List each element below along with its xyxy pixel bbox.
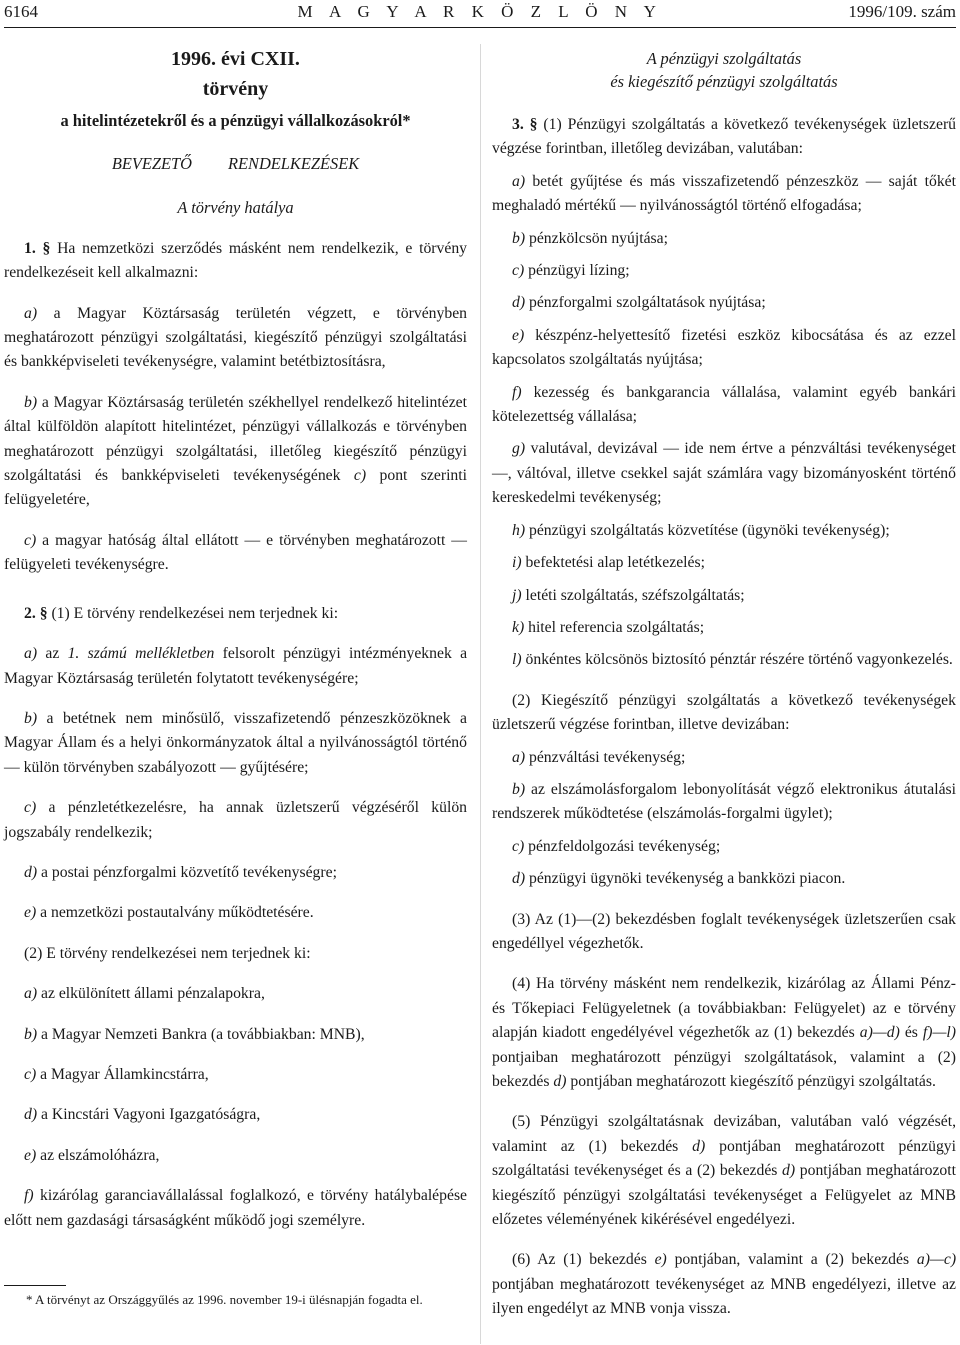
section-3-2-point-a	[492, 746, 956, 770]
section-3-paragraph-6	[492, 1248, 956, 1321]
section-3-point-d	[492, 291, 956, 315]
section-3-point-i	[492, 551, 956, 575]
point-text: a betétnek nem minősülő, visszafizetendő pénzeszközöknek a Magyar Állam és a helyi önkormányzatok által a nyilvánosságtól történő — külön törvényben szabályozott — gyűjtésére;	[4, 709, 468, 776]
paragraph-text: (5) Pénzügyi szolgáltatásnak devizában, valutában való végzését, valamint az (1) bekezdés	[492, 1113, 956, 1155]
section-3-text: (1) Pénzügyi szolgáltatás a következő tevékenységek üzletszerű végzése forintban, illetőleg devizában, valutában:	[492, 116, 957, 158]
section-2-text: (1) E törvény rendelkezései nem terjednek ki:	[51, 604, 339, 622]
section-2-point-d	[4, 861, 467, 885]
point-text: pénzforgalmi szolgáltatások nyújtása;	[529, 294, 766, 312]
point-text: a nemzetközi postautalvány működtetésére.	[40, 904, 314, 922]
point-reference: e)	[654, 1251, 667, 1269]
law-type: törvény	[202, 78, 269, 100]
point-label: c)	[512, 262, 525, 280]
point-label: d)	[512, 870, 526, 888]
section-2-2-point-c	[4, 1063, 467, 1087]
right-column	[492, 47, 956, 1322]
point-label: g)	[512, 440, 526, 458]
section-2-2-point-f	[4, 1184, 467, 1233]
section-3-point-k	[492, 616, 956, 640]
section-3-paragraph-3: (3) Az (1)—(2) bekezdésben foglalt tevékenységek üzletszerűen csak engedéllyel végezhetők.	[492, 910, 956, 952]
point-label: l)	[512, 651, 522, 669]
point-text: az elszámolásforgalom lebonyolítását végző elektronikus átutalási rendszerek működtetése (elszámolás-forgalmi ügylet);	[492, 780, 956, 823]
section-1-point-b	[4, 391, 467, 513]
paragraph-text: pontjában meghatározott kiegészítő pénzügyi szolgáltatási tevékenységet a Felügyelet az MNB előzetes véleményének kikérésével engedélyezi.	[492, 1162, 956, 1229]
point-text: az elszámolóházra,	[40, 1146, 160, 1164]
point-label: e)	[512, 326, 525, 344]
point-reference: c)	[353, 467, 367, 485]
point-text: az elkülönített állami pénzalapokra,	[41, 985, 265, 1003]
point-text: a Kincstári Vagyoni Igazgatóságra,	[41, 1106, 261, 1124]
section-3-point-c	[492, 259, 956, 283]
section-3-point-j	[492, 584, 956, 608]
point-text: a postai pénzforgalmi közvetítő tevékenységre;	[41, 863, 337, 881]
point-text: betét gyűjtése és más visszafizetendő pénzeszköz — saját tőkét meghaladó mértékű — nyilvánosságtól történő elfogadása;	[492, 172, 957, 215]
point-label: d)	[512, 294, 526, 312]
journal-title: M A G Y A R K Ö Z L Ö N Y	[297, 2, 663, 21]
point-label: b)	[24, 393, 38, 411]
section-2-point-a	[4, 642, 467, 691]
part-heading-b: RENDELKEZÉSEK	[228, 154, 360, 173]
paragraph-text: pontjában meghatározott kiegészítő pénzügyi szolgáltatás.	[570, 1073, 936, 1090]
point-label: d)	[24, 1106, 38, 1124]
paragraph-text: (4) Ha törvény másként nem rendelkezik, kizárólag az Állami Pénz- és Tőkepiaci Felügyeletnek (a továbbiakban: Felügyelet) az e törvény alapján kiadott engedélyével végezhetők az (1) bekezdés	[492, 975, 956, 1042]
section-3-point-a	[492, 170, 956, 219]
section-2-2-point-b	[4, 1023, 467, 1047]
point-text: hitel referencia szolgáltatás;	[528, 618, 705, 636]
part-heading-a: BEVEZETŐ	[111, 154, 192, 173]
point-text: a Magyar Köztársaság területén végzett, e törvényben meghatározott pénzügyi szolgáltatási, kiegészítő pénzügyi szolgáltatási és bankképviseleti tevékenységre, valamint betétbiztosításra,	[4, 304, 467, 371]
point-label: b)	[24, 1025, 38, 1043]
point-text: a pénzletétkezelésre, ha annak üzletszerű végzéséről külön jogszabály rendelkezik;	[4, 799, 468, 841]
point-label: b)	[24, 709, 38, 727]
point-label: c)	[24, 799, 37, 817]
paragraph-text: pontjában meghatározott pénzügyi szolgáltatási tevékenységet és a (2) bekezdés	[492, 1137, 956, 1180]
point-text: önkéntes kölcsönös biztosító pénztár részére történő vagyonkezelés.	[525, 651, 953, 669]
page-number: 6164	[4, 2, 38, 21]
section-3	[492, 113, 956, 162]
section-1-text: Ha nemzetközi szerződés másként nem rendelkezik, e törvény rendelkezéseit kell alkalmazni:	[4, 239, 468, 282]
paragraph-text: pontjában meghatározott tevékenységet az MNB engedélyezi, illetve az ilyen engedélyt az MNB vonja vissza.	[492, 1275, 956, 1318]
point-label: a)	[24, 645, 38, 663]
point-reference: d)	[553, 1073, 567, 1090]
section-3-point-f	[492, 381, 956, 430]
section-3-2-point-b	[492, 778, 956, 827]
section-2-paragraph-2: (2) E törvény rendelkezései nem terjednek ki:	[24, 944, 311, 962]
part-heading	[4, 152, 467, 176]
section-3-point-b	[492, 227, 956, 251]
point-text: kezesség és bankgarancia vállalása, valamint egyéb bankári kötelezettség vállalása;	[492, 383, 956, 426]
section-2-point-b	[4, 707, 467, 780]
law-number: 1996. évi CXII.	[171, 48, 300, 70]
section-heading	[492, 47, 956, 93]
point-label: a)	[24, 985, 38, 1003]
section-2	[4, 602, 467, 626]
column-divider	[480, 44, 481, 1344]
point-label: d)	[24, 863, 38, 881]
point-label: h)	[512, 521, 526, 539]
section-1-number: 1. §	[24, 239, 51, 257]
point-label: a)	[512, 748, 526, 766]
point-text: pénzfeldolgozási tevékenység;	[528, 837, 721, 855]
point-text: valutával, devizával — ide nem értve a pénzváltási tevékenységet —, váltóval, illetve csekkel saját számlára vagy bizományosként történő kereskedelmi tevékenység;	[492, 440, 957, 507]
point-reference: a)—c)	[916, 1251, 957, 1269]
section-2-point-c	[4, 796, 467, 845]
point-label: e)	[24, 904, 37, 922]
point-label: c)	[24, 1065, 37, 1083]
point-text: a Magyar Államkincstárra,	[40, 1065, 209, 1083]
point-text: a Magyar Köztársaság területén székhellyel rendelkező hitelintézet által külföldön alapított hitelintézet, pénzügyi vállalkozás e törvényben meghatározott pénzügyi szolgáltatási, illetőleg kiegészítő pénzügyi szolgáltatási és bankképviseleti tevékenységének	[4, 393, 467, 485]
issue-number: 1996/109. szám	[848, 2, 956, 21]
section-1-point-a	[4, 302, 467, 375]
section-3-paragraph-5	[492, 1110, 956, 1232]
point-label: b)	[512, 229, 526, 247]
annex-reference: 1. számú mellékletben	[67, 645, 215, 663]
header-rule	[4, 27, 956, 28]
point-text: felsorolt pénzügyi intézményeknek a Magyar Köztársaság területén folytatott tevékenységére;	[4, 645, 468, 687]
section-3-number: 3. §	[512, 116, 538, 133]
point-label: a)	[512, 172, 526, 190]
point-text: a Magyar Nemzeti Bankra (a továbbiakban: MNB),	[41, 1025, 365, 1043]
point-label: a)	[24, 304, 38, 322]
point-label: e)	[24, 1146, 37, 1164]
running-header	[4, 2, 956, 26]
law-subtitle: a hitelintézetekről és a pénzügyi vállalkozásokról*	[60, 111, 411, 130]
law-title	[4, 44, 467, 104]
point-text: az	[45, 645, 60, 663]
point-label: c)	[24, 531, 37, 549]
paragraph-text: pontjaiban meghatározott pénzügyi szolgáltatások, valamint a (2) bekezdés	[492, 1048, 956, 1090]
section-2-2-point-e	[4, 1144, 467, 1168]
point-text: pénzváltási tevékenység;	[529, 748, 686, 766]
point-text: befektetési alap letétkezelés;	[525, 554, 705, 572]
point-label: k)	[512, 618, 525, 636]
section-2-2-point-d	[4, 1103, 467, 1127]
point-text: pont szerinti felügyeletére,	[4, 467, 467, 509]
point-label: b)	[512, 780, 526, 798]
left-column	[4, 44, 467, 1310]
scope-heading: A törvény hatálya	[177, 198, 294, 218]
paragraph-text: (6) Az (1) bekezdés	[512, 1251, 647, 1269]
section-3-point-e	[492, 324, 956, 373]
footnote: * A törvényt az Országgyűlés az 1996. november 19-i ülésnapján fogadta el.	[26, 1292, 423, 1307]
point-text: kizárólag garanciavállalással foglalkozó, e törvény hatálybalépése előtt nem gazdasági társaságként működő jogi személyre.	[4, 1187, 468, 1229]
section-heading-line-1: A pénzügyi szolgáltatás	[646, 49, 802, 68]
point-reference: d)	[692, 1137, 706, 1155]
section-3-paragraph-4	[492, 972, 956, 1094]
point-text: pénzügyi lízing;	[528, 262, 630, 280]
point-label: c)	[512, 837, 525, 855]
section-heading-line-2: és kiegészítő pénzügyi szolgáltatás	[610, 72, 838, 91]
section-3-point-h	[492, 519, 956, 543]
section-3-2-point-c	[492, 835, 956, 859]
point-reference: a)—d)	[859, 1024, 900, 1042]
point-reference: d)	[782, 1162, 796, 1180]
point-text: pénzügyi ügynöki tevékenység a bankközi piacon.	[529, 870, 846, 888]
point-label: f)	[512, 383, 522, 401]
point-text: a magyar hatóság által ellátott — e törvényben meghatározott — felügyeleti tevékenységre.	[4, 531, 467, 574]
section-2-point-e	[4, 901, 467, 925]
section-1	[4, 237, 467, 286]
section-3-paragraph-2: (2) Kiegészítő pénzügyi szolgáltatás a következő tevékenységek üzletszerű végzése forintban, illetve devizában:	[492, 691, 956, 734]
point-label: f)	[24, 1187, 34, 1205]
paragraph-text: pontjában, valamint a (2) bekezdés	[674, 1251, 910, 1269]
section-2-2-point-a	[4, 982, 467, 1006]
point-label: i)	[512, 554, 522, 572]
point-text: letéti szolgáltatás, széfszolgáltatás;	[525, 586, 745, 604]
section-1-point-c	[4, 529, 467, 578]
point-text: pénzkölcsön nyújtása;	[529, 229, 668, 247]
section-3-point-g	[492, 437, 956, 510]
point-text: készpénz-helyettesítő fizetési eszköz kibocsátása és az ezzel kapcsolatos szolgáltatás nyújtása;	[492, 326, 956, 369]
point-text: pénzügyi szolgáltatás közvetítése (ügynöki tevékenység);	[529, 521, 890, 539]
point-reference: f)—l)	[922, 1024, 957, 1042]
footnote-rule	[4, 1285, 66, 1286]
section-3-2-point-d	[492, 867, 956, 891]
point-label: j)	[512, 586, 522, 604]
paragraph-text: és	[904, 1024, 918, 1042]
section-2-number: 2. §	[24, 604, 48, 622]
section-3-point-l	[492, 648, 956, 672]
